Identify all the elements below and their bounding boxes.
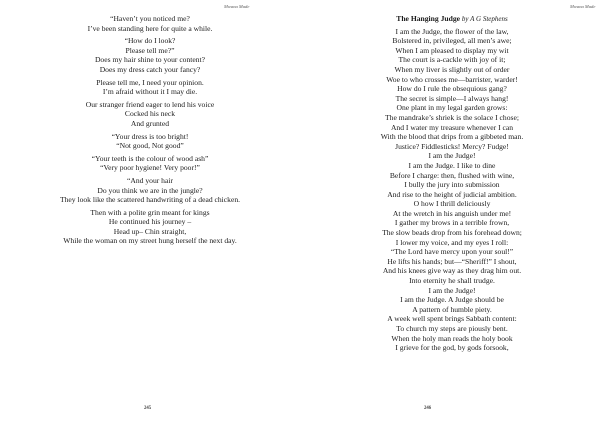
poem-line: “Your teeth is the colour of wood ash” (91, 153, 209, 163)
poem-line: I bully the jury into submission (404, 180, 500, 190)
right-page (300, 0, 600, 424)
poem-line: I’m afraid without it I may die. (102, 87, 198, 97)
poem-line: I lower my voice, and my eyes I roll: (395, 237, 509, 247)
poem-line: To church my steps are piously bent. (396, 324, 508, 333)
poem-line: “Not good, Not good” (116, 141, 184, 151)
poem-line: They look like the scattered handwriting of a dead chicken. (59, 195, 241, 205)
poem-line: O how I thrill deliciously (413, 199, 491, 209)
poem-line: Before I charge: then, flushed with wine, (389, 170, 515, 180)
poem-line: I am the Judge! (428, 285, 476, 295)
poem-title-line (308, 14, 596, 25)
poem-line: Does my hair shine to your content? (94, 55, 206, 65)
poem-line: With the blood that drips from a gibbeted man. (380, 132, 524, 142)
poem-right (308, 14, 596, 353)
poem-line: I am the Judge, the flower of the law, (395, 26, 509, 36)
poem-line: A week well spent brings Sabbath content: (387, 314, 517, 324)
poem-line: Into eternity he shall trudge. (409, 276, 495, 286)
poem-line: When my liver is slightly out of order (394, 64, 510, 74)
poem-line: Please tell me?” (125, 45, 175, 55)
poem-line: I gather my brows in a terrible frown, (394, 218, 510, 228)
running-head-right: Mwana Made (570, 4, 596, 9)
poem-line: “The Lord have mercy upon your soul!” (390, 247, 514, 257)
poem-line: I am the Judge. A Judge should be (400, 295, 504, 305)
poem-line: “How do I look? (124, 36, 176, 46)
poem-line: “Haven’t you noticed me? (110, 14, 190, 23)
poem-line: Cocked his neck (124, 109, 176, 119)
poem-line: A pattern of humble piety. (412, 304, 492, 314)
poem-line: And I water my treasure whenever I can (390, 122, 514, 132)
page-number-left: 245 (144, 406, 152, 411)
poem-line: “Your dress is too bright! (111, 131, 189, 141)
poem-line: And rise to the height of judicial ambition. (387, 189, 517, 199)
poem-line: The slow beads drop from his forehead down; (382, 228, 522, 238)
poem-title: The Hanging Judge (396, 14, 460, 23)
poem-line: And his knees give way as they drag him out. (382, 266, 522, 276)
poem-left (8, 14, 292, 246)
running-head-left: Mwana Made (224, 4, 250, 9)
poem-line: When I am pleased to display my wit (395, 45, 509, 55)
poem-line: Head up– Chin straight, (113, 226, 187, 236)
poem-line: Justice? Fiddlesticks! Mercy? Fudge! (395, 141, 509, 151)
poem-line: Woe to who crosses me—barrister, warder! (386, 74, 518, 84)
poem-line: “And your hair (127, 175, 173, 185)
poem-line: When the holy man reads the holy book (391, 333, 513, 343)
poem-line: I’ve been standing here for quite a while. (87, 23, 213, 33)
poem-line: Bolstered in, privileged, all men’s awe; (392, 36, 512, 46)
poem-line: I grieve for the god, by gods forsook, (395, 343, 509, 353)
poem-line: How do I rule the obsequious gang? (397, 84, 507, 94)
poem-line: The secret is simple—I always hang! (395, 93, 509, 103)
poem-line: At the wretch in his anguish under me! (392, 208, 512, 218)
poem-line: Please tell me, I need your opinion. (96, 77, 204, 87)
poem-line: He continued his journey – (108, 217, 192, 227)
poem-line: Our stranger friend eager to lend his voice (85, 99, 215, 109)
page-number-right: 246 (424, 406, 432, 411)
poem-line: The court is a-cackle with joy of it; (398, 55, 506, 65)
poem-line: “Very poor hygiene! Very poor!” (100, 163, 200, 173)
poem-line: I am the Judge! (428, 151, 476, 161)
poem-line: The mandrake’s shriek is the solace I chose; (385, 112, 519, 122)
poem-line: And grunted (130, 118, 170, 128)
poem-line: One plant in my legal garden grows: (396, 103, 508, 113)
poem-byline: by A G Stephens (461, 15, 508, 23)
poem-line: Does my dress catch your fancy? (99, 64, 201, 74)
poem-line: While the woman on my street hung herself the next day. (63, 236, 237, 246)
poem-line: He lifts his hands; but—“Sheriff!” I shout, (387, 256, 517, 266)
poem-line: Do you think we are in the jungle? (97, 185, 203, 195)
poem-line: I am the Judge. I like to dine (408, 160, 496, 170)
poem-line: Then with a polite grin meant for kings (90, 207, 210, 217)
